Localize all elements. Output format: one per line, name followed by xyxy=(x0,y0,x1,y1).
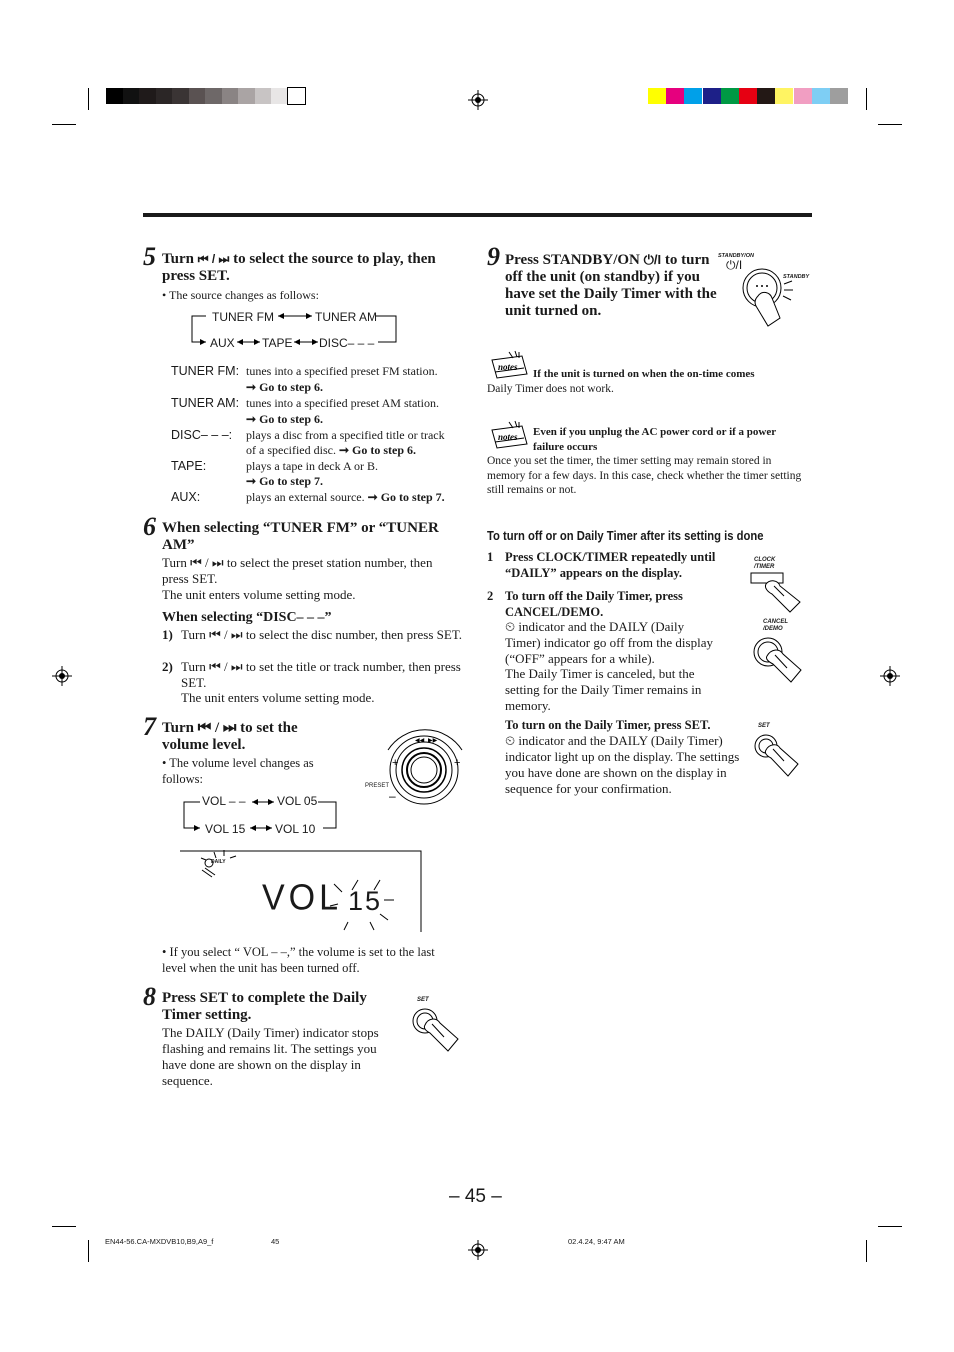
crop-mark xyxy=(866,1240,867,1262)
step7-note: • If you select “ VOL – –,” the volume is set to the last level when the unit has been turned off. xyxy=(162,945,435,975)
daily-on-body: ⏲ indicator and the DAILY (Daily Timer) indicator light up on the display. The settings you have done are shown on the display in sequence for your confirmation. xyxy=(505,733,740,796)
step6-subheading: When selecting “DISC– – –” xyxy=(162,610,332,625)
def-term: DISC– – –: xyxy=(171,428,233,442)
color-swatch xyxy=(757,88,775,104)
def-desc: plays an external source. ➞ Go to step 7. xyxy=(246,490,445,504)
gray-swatch xyxy=(156,88,173,104)
flow-disc: DISC– – – xyxy=(319,336,375,350)
step6-body: The unit enters volume setting mode. xyxy=(162,587,356,602)
timer-icon: ⏲ xyxy=(505,733,516,748)
svg-text:▶▶: ▶▶ xyxy=(428,738,438,744)
notes-label: notes xyxy=(498,362,518,372)
crop-mark xyxy=(88,88,89,110)
daily-step1: Press CLOCK/TIMER repeatedly until “DAILY” appears on the display. xyxy=(505,550,716,580)
standby-button-press-icon xyxy=(736,268,808,330)
note1-title: If the unit is turned on when the on-time comes xyxy=(533,368,755,380)
note1-body: Daily Timer does not work. xyxy=(487,383,614,395)
skip-buttons-icon: ⏮ / ⏭ xyxy=(197,252,230,266)
flow-vol15: VOL 15 xyxy=(205,822,246,836)
item-number: 1 xyxy=(487,550,494,564)
power-icon: ⏻/I xyxy=(643,252,662,267)
gray-swatch xyxy=(288,88,305,104)
color-swatch xyxy=(830,88,848,104)
crop-mark xyxy=(88,1240,89,1262)
color-swatch xyxy=(666,88,684,104)
flow-aux: AUX xyxy=(210,336,235,350)
footer-date: 02.4.24, 9:47 AM xyxy=(568,1237,625,1246)
top-rule xyxy=(143,213,812,217)
display-vol-text: VOL xyxy=(262,878,343,918)
flow-tuner-am: TUNER AM xyxy=(315,310,378,324)
svg-text:+: + xyxy=(454,757,461,769)
daily-step2-body2: The Daily Timer is canceled, but the setting for the Daily Timer remains in memory. xyxy=(505,666,702,713)
step8-body: The DAILY (Daily Timer) indicator stops flashing and remains lit. The settings you have done are shown on the display in sequence. xyxy=(162,1025,379,1088)
def-desc: of a specified disc. ➞ Go to step 6. xyxy=(246,443,417,457)
step5-bullet: • The source changes as follows: xyxy=(162,288,319,302)
item-number: 2) xyxy=(162,659,173,674)
step-number: 6 xyxy=(143,512,156,541)
color-swatch xyxy=(812,88,830,104)
registration-mark-icon xyxy=(468,1240,488,1260)
gray-swatch xyxy=(139,88,156,104)
cancel-demo-label: CANCEL /DEMO xyxy=(763,619,788,632)
svg-text:notes: notes xyxy=(498,432,518,442)
def-desc: tunes into a specified preset FM station. xyxy=(246,364,438,378)
step6-title: When selecting “TUNER FM” or “TUNER AM” xyxy=(162,520,439,553)
registration-mark-icon xyxy=(468,90,488,110)
color-swatch xyxy=(739,88,757,104)
footer-filename: EN44-56.CA-MXDVB10,B9,A9_f xyxy=(105,1237,214,1246)
registration-mark-icon xyxy=(52,666,72,686)
gray-swatch xyxy=(123,88,140,104)
svg-text:+: + xyxy=(392,757,399,769)
item-number: 2 xyxy=(487,589,494,603)
def-term: TAPE: xyxy=(171,459,207,473)
svg-text:◀◀: ◀◀ xyxy=(415,738,425,744)
gray-swatch xyxy=(106,88,123,104)
color-swatch xyxy=(648,88,666,104)
power-icon: ⏻/I xyxy=(726,258,743,272)
registration-mark-icon xyxy=(880,666,900,686)
color-swatch xyxy=(775,88,793,104)
notes-icon xyxy=(489,418,531,450)
daily-section-heading: To turn off or on Daily Timer after its setting is done xyxy=(487,529,764,543)
clock-timer-button-press-icon xyxy=(748,570,804,614)
gray-swatch xyxy=(271,88,288,104)
color-swatch xyxy=(703,88,721,104)
svg-text:–: – xyxy=(389,789,396,803)
step8-title: Press SET to complete the Daily Timer setting. xyxy=(162,990,367,1023)
standby-label: STANDBY xyxy=(783,274,810,280)
clock-timer-label: CLOCK /TIMER xyxy=(754,557,776,570)
notes-icon xyxy=(489,350,531,380)
def-goto: ➞ Go to step 6. xyxy=(246,380,324,394)
def-desc: tunes into a specified preset AM station. xyxy=(246,396,439,410)
crop-mark xyxy=(878,1226,902,1227)
step5-title: Turn ⏮ / ⏭ to select the source to play, then press SET. xyxy=(162,251,436,284)
crop-mark xyxy=(866,88,867,110)
step9-title: Press STANDBY/ON ⏻/I to turn off the unit (on standby) if you have set the Daily Timer with the unit turned on. xyxy=(505,252,717,319)
crop-mark xyxy=(878,124,902,125)
note2-body: Once you set the timer, the timer setting may remain stored in memory for a few days. In this case, check whether the timer setting still remains or not. xyxy=(487,455,802,496)
gray-swatch xyxy=(238,88,255,104)
step7-title: Turn ⏮ / ⏭ to set the volume level. xyxy=(162,720,298,753)
gray-swatch xyxy=(255,88,272,104)
standby-on-label: STANDBY/ON xyxy=(718,253,754,259)
cancel-demo-button-press-icon xyxy=(749,634,805,686)
page-number: – 45 – xyxy=(449,1186,502,1207)
set-label: SET xyxy=(417,997,429,1003)
color-swatch xyxy=(721,88,739,104)
footer-page: 45 xyxy=(271,1237,280,1246)
step7-bullet: • The volume level changes as follows: xyxy=(162,756,314,786)
set-button-press-icon xyxy=(750,730,802,780)
gray-swatch xyxy=(172,88,189,104)
color-swatch xyxy=(684,88,702,104)
gray-swatch xyxy=(222,88,239,104)
note2-title: Even if you unplug the AC power cord or if a power failure occurs xyxy=(533,426,776,453)
flow-tape: TAPE xyxy=(262,336,293,350)
gray-swatch xyxy=(189,88,206,104)
gray-swatch xyxy=(205,88,222,104)
step6-item: Turn ⏮ / ⏭ to select the disc number, then press SET. xyxy=(181,627,463,642)
preset-label: PRESET xyxy=(365,783,390,789)
set-button-press-icon xyxy=(408,1003,462,1055)
daily-indicator: DAILY xyxy=(211,859,226,865)
def-term: TUNER AM: xyxy=(171,396,240,410)
step6-item: The unit enters volume setting mode. xyxy=(181,690,375,705)
crop-mark xyxy=(52,1226,76,1227)
def-goto: ➞ Go to step 7. xyxy=(246,474,324,488)
daily-step2-body: ⏲ indicator and the DAILY (Daily Timer) indicator go off from the display (“OFF” appears for a while). xyxy=(505,619,713,666)
step-number: 8 xyxy=(143,982,156,1011)
step6-item: Turn ⏮ / ⏭ to set the title or track number, then press SET. xyxy=(181,659,461,690)
daily-on-title: To turn on the Daily Timer, press SET. xyxy=(505,718,711,732)
display-vol-number: 15 xyxy=(348,886,383,916)
def-goto: ➞ Go to step 6. xyxy=(246,412,324,426)
crop-mark xyxy=(52,124,76,125)
step-number: 5 xyxy=(143,242,156,271)
step6-body: Turn ⏮ / ⏭ to select the preset station number, then press SET. xyxy=(162,555,433,586)
def-desc: plays a disc from a specified title or track xyxy=(246,428,445,442)
flow-vol-min: VOL – – xyxy=(202,794,246,808)
step-number: 9 xyxy=(487,242,500,271)
flow-vol10: VOL 10 xyxy=(275,822,316,836)
def-term: AUX: xyxy=(171,490,201,504)
color-swatch xyxy=(794,88,812,104)
set-label: SET xyxy=(758,723,770,729)
def-desc: plays a tape in deck A or B. xyxy=(246,459,378,473)
timer-icon: ⏲ xyxy=(505,619,516,634)
flow-tuner-fm: TUNER FM xyxy=(212,310,274,324)
def-term: TUNER FM: xyxy=(171,364,240,378)
volume-dial-icon xyxy=(362,722,466,806)
step-number: 7 xyxy=(143,712,156,741)
flow-vol5: VOL 05 xyxy=(277,794,318,808)
daily-step2-title: To turn off the Daily Timer, press CANCEL/DEMO. xyxy=(505,589,683,619)
item-number: 1) xyxy=(162,627,173,642)
